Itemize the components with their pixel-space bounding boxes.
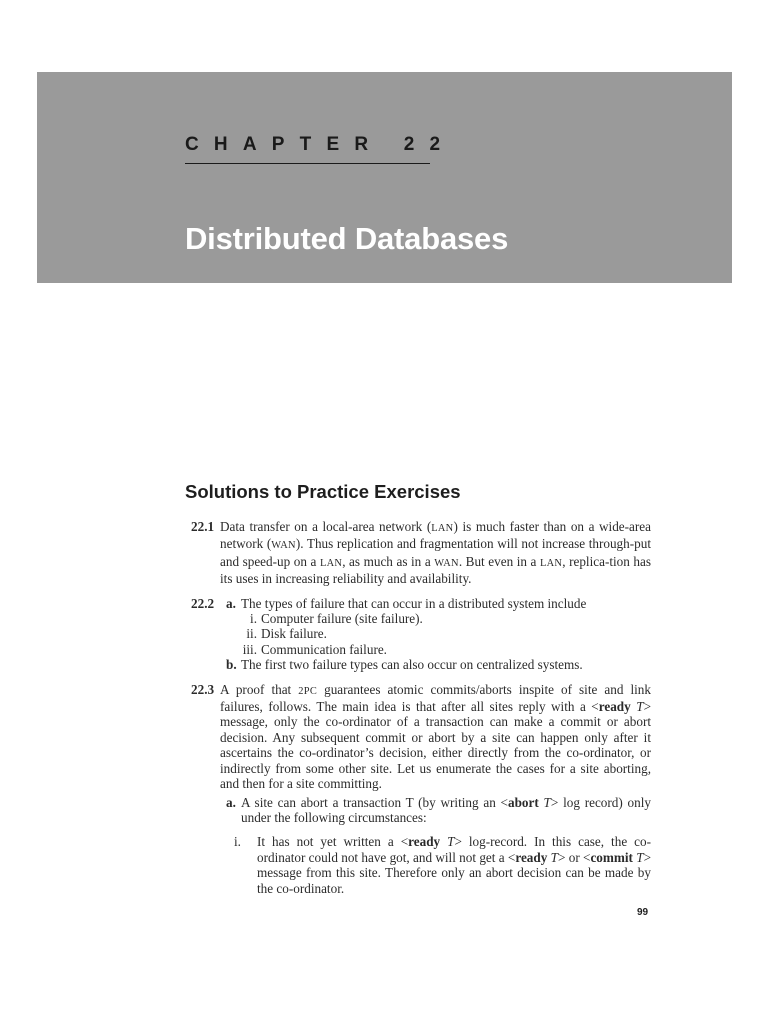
sub-item-text: The types of failure that can occur in a distributed system include <box>241 595 587 611</box>
exercise-list <box>185 519 651 905</box>
sub-item-a <box>220 795 651 826</box>
exercise-22-2 <box>185 596 651 673</box>
list-item: ii. Disk failure. <box>246 626 327 642</box>
chapter-label: CHAPTER 22 <box>185 134 456 155</box>
sub-item-text: The first two failure types can also occur on centralized systems. <box>241 657 583 673</box>
list-item-text: It has not yet written a <ready T> log-record. In this case, the co-ordinator could not have got, and will not get a <ready T> or <commit T> message from this site. Therefore only an abort decision can be made by the co-ordinator. <box>257 834 652 896</box>
sub-item-label: b. <box>226 657 237 673</box>
exercise-text: A proof that 2PC guarantees atomic commits/aborts inspite of site and link failures, follows. The main idea is that after all sites reply with a <ready T> message, only the co-ordinator of a transaction can make a commit or abort decision. Any subsequent commit or abort by a site can happen only after it ascertains the co-ordinator’s decision, either directly from the co-ordinator, or indirectly from some other site. Let us enumerate the cases for a site aborting, and then for a site committing. <box>220 681 651 792</box>
list-item: i. Computer failure (site failure). <box>250 611 423 627</box>
list-item-label: i. <box>234 834 241 850</box>
exercise-number: 22.2 <box>191 595 215 611</box>
chapter-title: Distributed Databases <box>185 221 509 256</box>
list-item: iii. Communication failure. <box>242 641 387 657</box>
chapter-rule <box>185 163 430 164</box>
sub-item-label: a. <box>226 794 236 810</box>
exercise-22-1 <box>185 519 651 587</box>
exercise-number: 22.3 <box>191 681 215 697</box>
failure-list <box>241 611 651 657</box>
sub-item-label: a. <box>226 595 236 611</box>
exercise-number: 22.1 <box>191 519 215 534</box>
exercise-22-3 <box>185 682 651 896</box>
exercise-text: Data transfer on a local-area network (LAN) is much faster than on a wide-area network (WAN). Thus replication and fragmentation will not increase through-put and speed-up on a LAN, as much as in a WAN. But even in a LAN, replica-tion has its uses in increasing reliability and availability. <box>220 519 652 587</box>
section-heading: Solutions to Practice Exercises <box>185 481 461 502</box>
sub-item-text: A site can abort a transaction T (by writing an <abort T> log record) only under the following circumstances: <box>241 794 651 825</box>
list-item <box>220 834 651 896</box>
page-number: 99 <box>637 907 649 918</box>
sub-item-b <box>220 657 651 672</box>
sub-item-a <box>220 596 651 658</box>
